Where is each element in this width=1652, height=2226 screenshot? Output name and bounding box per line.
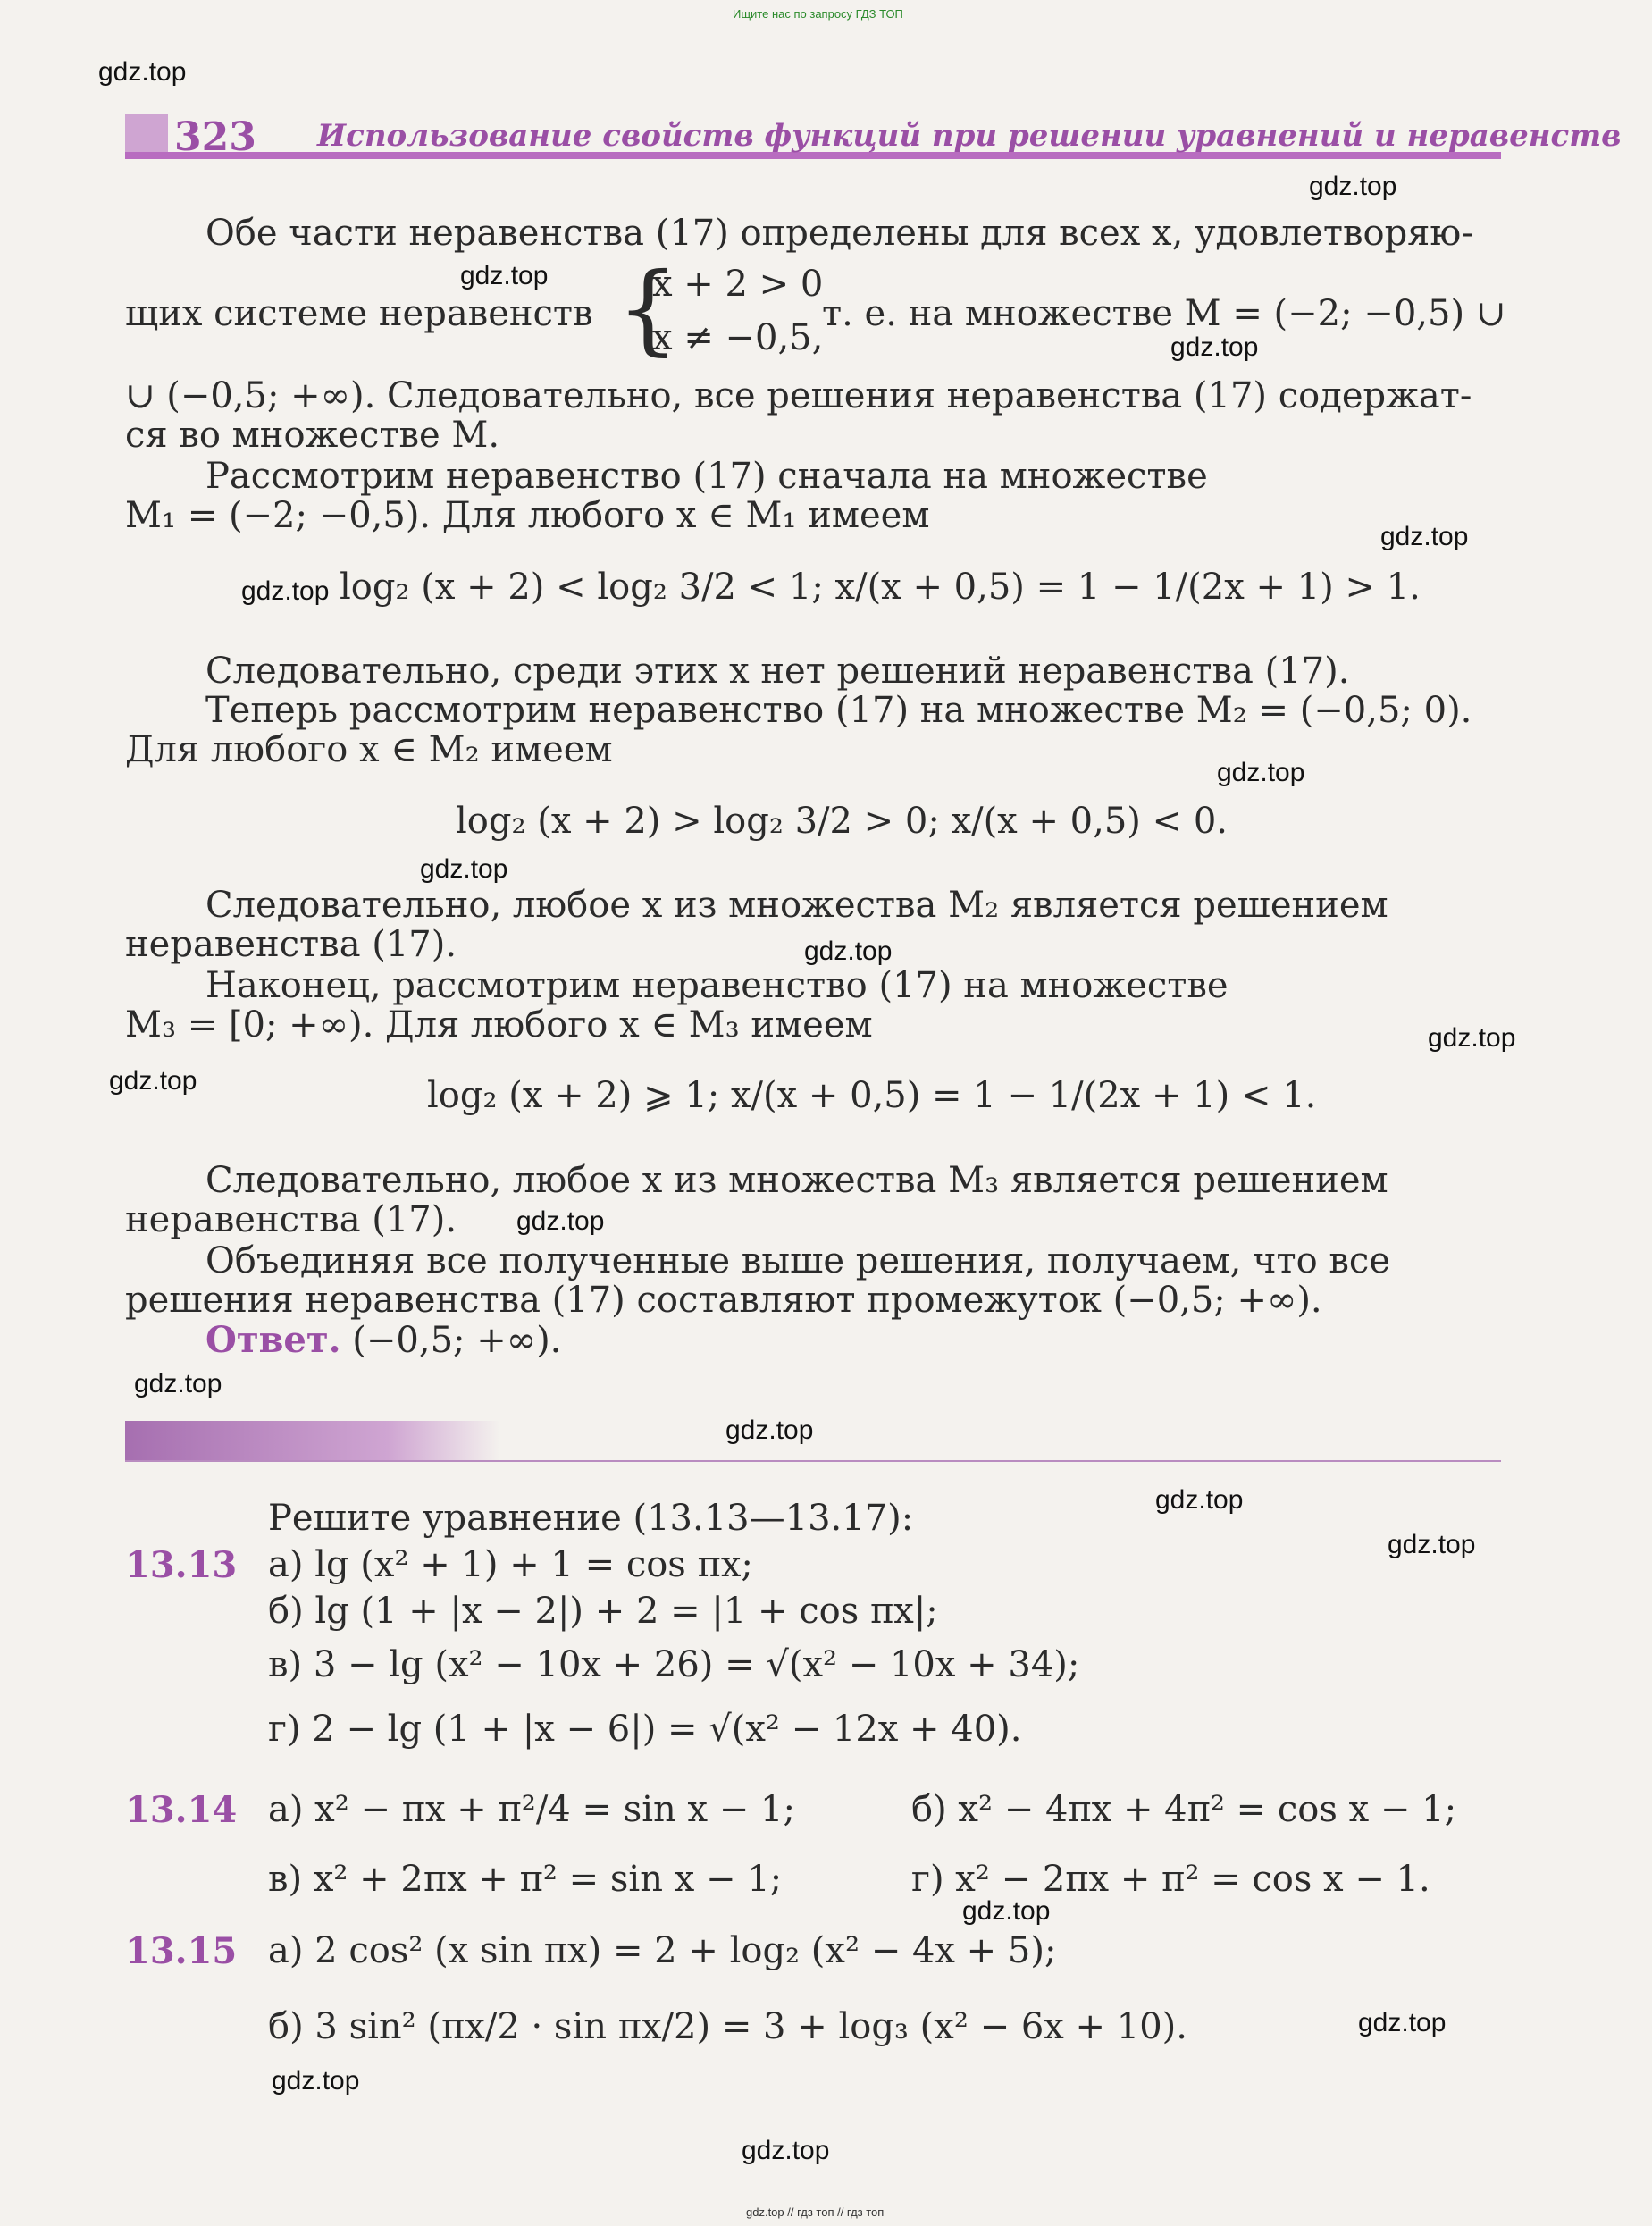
paragraph-line: ся во множестве M.	[125, 415, 500, 456]
paragraph-line: Объединяя все полученные выше решения, получаем, что все	[205, 1240, 1390, 1281]
paragraph-line: Рассмотрим неравенство (17) сначала на множестве	[205, 456, 1208, 497]
paragraph-line: т. е. на множестве M = (−2; −0,5) ∪	[822, 293, 1506, 334]
watermark: gdz.top	[241, 576, 330, 606]
exercise-item: в) x² + 2πx + π² = sin x − 1;	[268, 1859, 783, 1900]
paragraph-line: Для любого x ∈ M₂ имеем	[125, 729, 613, 770]
watermark: gdz.top	[1388, 1530, 1476, 1559]
watermark: gdz.top	[1428, 1023, 1516, 1053]
paragraph-line: Следовательно, любое x из множества M₂ является решением	[205, 885, 1388, 926]
watermark: gdz.top	[420, 854, 508, 884]
exercise-section-marker	[125, 1421, 500, 1462]
watermark: gdz.top	[109, 1066, 197, 1096]
paragraph-line: Обе части неравенства (17) определены для всех x, удовлетворяю-	[205, 213, 1473, 254]
exercise-item: а) x² − πx + π²/4 = sin x − 1;	[268, 1789, 795, 1830]
exercise-section-rule	[125, 1460, 1501, 1462]
answer-value: (−0,5; +∞).	[340, 1320, 562, 1361]
exercise-item: а) 2 cos² (x sin πx) = 2 + log₂ (x² − 4x + 5);	[268, 1930, 1057, 1971]
exercise-intro: Решите уравнение (13.13—13.17):	[268, 1498, 914, 1539]
watermark: gdz.top	[98, 57, 187, 87]
watermark: gdz.top	[134, 1369, 222, 1399]
exercise-item: г) 2 − lg (1 + |x − 6|) = √(x² − 12x + 40).	[268, 1709, 1022, 1750]
watermark: gdz.top	[516, 1206, 605, 1236]
system-brace: {	[616, 251, 679, 365]
paragraph-line: неравенства (17).	[125, 924, 457, 965]
answer-label: Ответ.	[205, 1319, 341, 1361]
watermark-bottom: gdz.top // гдз топ // гдз топ	[746, 2205, 885, 2219]
paragraph-line: Следовательно, любое x из множества M₃ является решением	[205, 1160, 1388, 1201]
answer-line	[205, 1319, 561, 1361]
exercise-number: 13.15	[125, 1930, 238, 1972]
paragraph-line: Наконец, рассмотрим неравенство (17) на множестве	[205, 965, 1229, 1006]
section-title: Использование свойств функций при решении уравнений и неравенств	[317, 118, 1622, 154]
system-line: x + 2 > 0	[652, 264, 824, 305]
watermark: gdz.top	[804, 937, 893, 966]
watermark: gdz.top	[272, 2066, 360, 2096]
watermark: gdz.top	[1309, 172, 1397, 201]
paragraph-line: щих системе неравенств	[125, 293, 593, 334]
watermark: gdz.top	[1358, 2008, 1447, 2037]
watermark: gdz.top	[962, 1896, 1051, 1926]
watermark: gdz.top	[742, 2136, 830, 2165]
system-line: x ≠ −0,5,	[652, 317, 824, 358]
exercise-number: 13.13	[125, 1544, 238, 1586]
watermark: gdz.top	[1170, 332, 1259, 362]
formula-line: log₂ (x + 2) ⩾ 1; x/(x + 0,5) = 1 − 1/(2x + 1) < 1.	[427, 1075, 1317, 1116]
formula-line: log₂ (x + 2) < log₂ 3/2 < 1; x/(x + 0,5) = 1 − 1/(2x + 1) > 1.	[340, 567, 1421, 608]
watermark: gdz.top	[1217, 758, 1305, 787]
paragraph-line: решения неравенства (17) составляют промежуток (−0,5; +∞).	[125, 1280, 1322, 1321]
exercise-item: г) x² − 2πx + π² = cos x − 1.	[911, 1859, 1430, 1900]
watermark: gdz.top	[725, 1415, 814, 1445]
exercise-item: б) 3 sin² (πx/2 · sin πx/2) = 3 + log₃ (x² − 6x + 10).	[268, 2006, 1187, 2047]
exercise-item: а) lg (x² + 1) + 1 = cos πx;	[268, 1544, 753, 1585]
watermark: gdz.top	[460, 261, 549, 290]
paragraph-line: Теперь рассмотрим неравенство (17) на множестве M₂ = (−0,5; 0).	[205, 690, 1472, 731]
paragraph-line: ∪ (−0,5; +∞). Следовательно, все решения неравенства (17) содержат-	[125, 375, 1472, 416]
paragraph-line: Следовательно, среди этих x нет решений неравенства (17).	[205, 651, 1350, 692]
exercise-item: в) 3 − lg (x² − 10x + 26) = √(x² − 10x + 34);	[268, 1644, 1080, 1685]
paragraph-line: M₁ = (−2; −0,5). Для любого x ∈ M₁ имеем	[125, 495, 930, 536]
watermark-top: Ищите нас по запросу ГДЗ ТОП	[733, 7, 903, 21]
watermark: gdz.top	[1155, 1485, 1244, 1515]
exercise-item: б) lg (1 + |x − 2|) + 2 = |1 + cos πx|;	[268, 1591, 938, 1632]
formula-line: log₂ (x + 2) > log₂ 3/2 > 0; x/(x + 0,5) < 0.	[456, 801, 1229, 842]
exercise-item: б) x² − 4πx + 4π² = cos x − 1;	[911, 1789, 1457, 1830]
paragraph-line: M₃ = [0; +∞). Для любого x ∈ M₃ имеем	[125, 1004, 873, 1046]
watermark: gdz.top	[1380, 522, 1469, 551]
paragraph-line: неравенства (17).	[125, 1199, 457, 1240]
page-number: 323	[174, 114, 256, 160]
exercise-number: 13.14	[125, 1789, 238, 1831]
